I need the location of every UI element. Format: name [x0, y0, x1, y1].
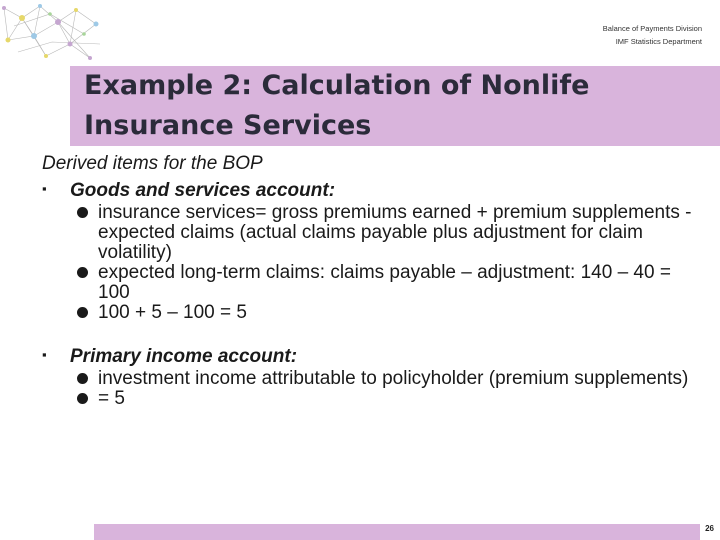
square-bullet-icon: ▪	[42, 181, 47, 196]
slide-title-line1: Example 2: Calculation of Nonlife	[84, 70, 590, 101]
org-department: IMF Statistics Department	[615, 37, 702, 46]
slide-title	[84, 66, 684, 146]
list-item: insurance services= gross premiums earned + premium supplements - expected claims (actual claims payable plus adjustment for claim volatility)	[70, 203, 702, 263]
section-primary-income	[42, 345, 702, 409]
footer-band	[94, 524, 700, 540]
bullet-list	[70, 369, 702, 409]
page-number: 26	[705, 524, 714, 533]
square-bullet-icon: ▪	[42, 347, 47, 362]
section-heading: Primary income account:	[70, 346, 298, 367]
slide-title-line2: Insurance Services	[84, 110, 372, 141]
bullet-list	[70, 203, 702, 323]
list-item: = 5	[70, 389, 702, 409]
header-organization	[603, 22, 702, 48]
list-item: expected long-term claims: claims payable – adjustment: 140 – 40 = 100	[70, 263, 702, 303]
list-item: 100 + 5 – 100 = 5	[70, 303, 702, 323]
slide-content	[42, 152, 702, 409]
round-bullet-icon	[77, 207, 88, 218]
list-item: investment income attributable to policyholder (premium supplements)	[70, 369, 702, 389]
network-logo-icon	[0, 0, 110, 66]
section-heading: Goods and services account:	[70, 180, 336, 201]
round-bullet-icon	[77, 373, 88, 384]
round-bullet-icon	[77, 267, 88, 278]
round-bullet-icon	[77, 307, 88, 318]
org-division: Balance of Payments Division	[602, 24, 702, 33]
section-goods-services	[42, 179, 702, 323]
intro-text: Derived items for the BOP	[42, 153, 263, 174]
round-bullet-icon	[77, 393, 88, 404]
